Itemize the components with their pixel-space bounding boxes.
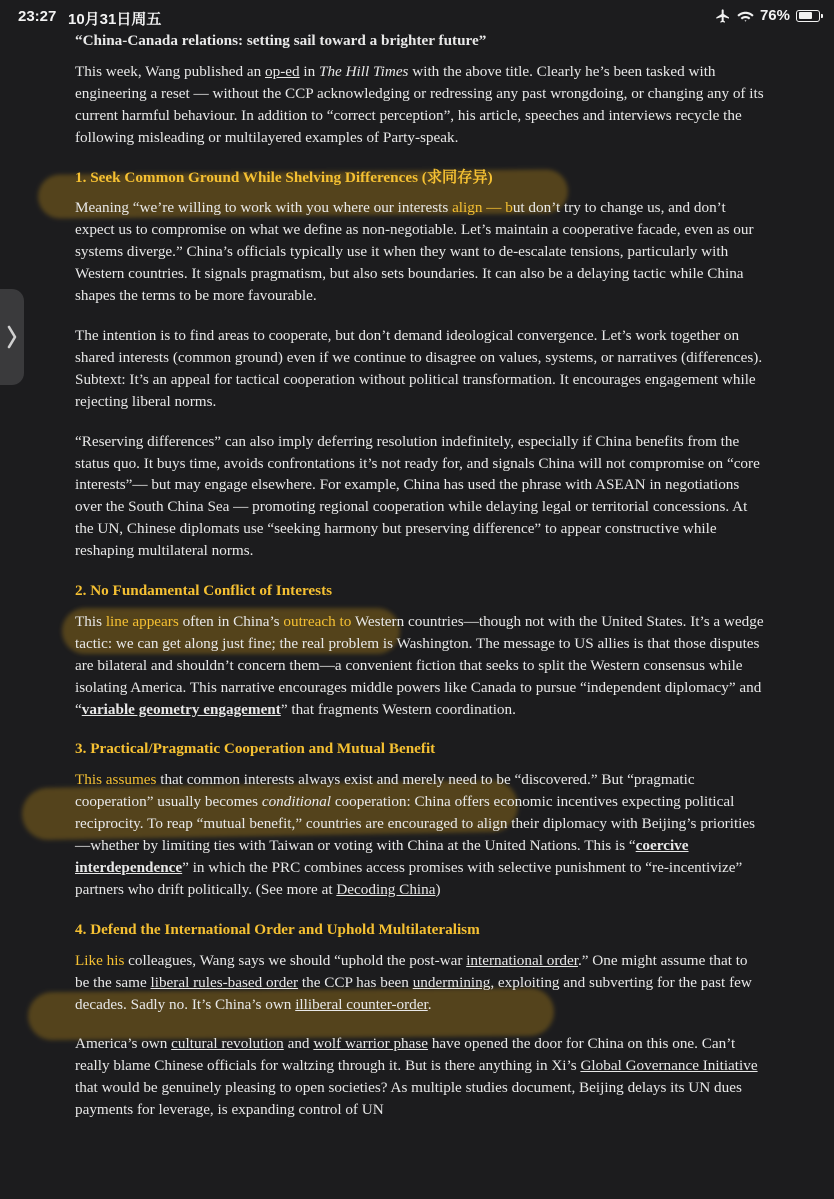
s5-text-a: America’s own [75,1035,172,1053]
status-icons [715,7,820,24]
s2-text-c: Western countries—though not with the United States. It’s a wedge tactic: we can get along just fine; the real problem is Washington. The message to US allies is that those disputes are bilateral and shouldn’t concern them—a convenient fiction that seeks to split the Western consensus while isolating America. This narrative encourages middle powers like Canada to pursue “independent diplomacy” and “ [75,612,764,718]
section-2-heading: 2. No Fundamental Conflict of Interests [75,582,333,600]
section-3-heading: 3. Practical/Pragmatic Cooperation and Mutual Benefit [75,740,436,758]
section-2-paragraph [75,611,765,721]
section-3-paragraph [75,769,765,900]
undermining-link[interactable]: undermining [412,973,491,991]
section-1-paragraph-1 [75,197,765,307]
intro-text-1: This week, Wang published an [75,62,265,80]
s2-highlight-2: outreach to [283,612,352,630]
cultural-revolution-link[interactable]: cultural revolution [171,1035,284,1053]
sidebar-toggle[interactable] [0,289,24,385]
status-date: 10月31日周五 [68,11,162,28]
op-ed-link[interactable]: op-ed [265,62,300,80]
s3-text-d: ) [435,880,441,898]
s4-text-a: colleagues, Wang says we should “uphold the post-war [124,951,467,969]
s2-text-b: often in China’s [178,612,284,630]
international-order-link[interactable]: international order [466,951,578,969]
s2-text-a: This [75,612,106,630]
liberal-rules-based-order-link[interactable]: liberal rules-based order [150,973,299,991]
s4-highlight: Like his [75,951,125,969]
s5-text-b: and [283,1035,314,1053]
battery-fill [799,12,813,19]
s3-text-c: ” in which the PRC combines access promises with selective punishment to “re-incentivize” partners who drift politically. (See more at [75,859,743,898]
s5-text-c: have opened the door for China on this one. Can’t really blame Chinese officials for waltzing through it. But is there anything in Xi’s [75,1035,736,1075]
coercive-interdependence-link[interactable]: coercive interdependence [75,837,689,876]
decoding-china-link[interactable]: Decoding China [336,880,436,898]
s1-text-b: ut don’t try to change us, and don’t expect us to compromise on what we define as non-negotiable. Let’s maintain a cooperative facade, even as our systems diverge.” China’s officials typically use it when they want to de-escalate tensions, particularly with Western countries. It signals pragmatism, but also sets boundaries. It can also be a delaying tactic while China shapes the terms to be more favourable. [75,199,754,305]
publication-name: The Hill Times [319,62,409,80]
s1-highlighted-text: align — b [452,199,513,217]
battery-icon [796,10,820,22]
intro-text-2: in [299,62,320,80]
variable-geometry-link[interactable]: variable geometry engagement [81,700,281,718]
section-1-paragraph-2: The intention is to find areas to cooperate, but don’t demand ideological convergence. Let’s work together on shared interests (common ground) even if we continue to disagree on values, systems, or narratives (differences). Subtext: It’s an appeal for tactical cooperation without political transformation. It encourages engagement while rejecting liberal norms. [75,326,763,410]
s3-text-b: cooperation: China offers economic incentives expecting political reciprocity. To reap “mutual benefit,” countries are encouraged to align their diplomacy with Beijing’s priorities—whether by limiting ties with Taiwan or voting with China at the United Nations. This is “ [75,793,756,855]
global-governance-initiative-link[interactable]: Global Governance Initiative [580,1057,758,1075]
s3-emphasis: conditional [261,793,332,811]
s3-highlight: This assumes [75,771,157,789]
s2-highlight-1: line appears [105,612,179,630]
article-body [75,30,765,1139]
s4-text-b: .” One might assume that to be the same [75,951,748,991]
intro-paragraph [75,61,765,149]
status-time: 23:27 [18,8,57,25]
wifi-icon [737,9,754,23]
battery-percent: 76% [759,7,790,24]
article-title: “China-Canada relations: setting sail toward a brighter future” [75,32,487,49]
section-5-paragraph [75,1033,765,1121]
s1-text-a: Meaning “we’re willing to work with you where our interests [75,199,453,217]
s2-text-d: ” that fragments Western coordination. [280,700,516,718]
section-1-paragraph-3: “Reserving differences” can also imply deferring resolution indefinitely, especially if China benefits from the status quo. It buys time, avoids confrontations it’s not ready for, and signals China will not compromise on “core interests”— but may engage elsewhere. For example, China has used the phrase with ASEAN in negotiations over the South China Sea — promoting regional cooperation while delaying legal or territorial concessions. At the UN, Chinese diplomats use “seeking harmony but preserving difference” to appear constructive while reshaping multilateral norms. [75,432,760,560]
intro-text-3: with the above title. Clearly he’s been tasked with engineering a reset — without the CCP acknowledging or redressing any past wrongdoing, or changing any of its current harmful behaviour. In addition to “correct perception”, his article, speeches and interviews recycle the following misleading or multilayered examples of Party-speak. [75,62,764,146]
s4-text-d: , exploiting and subverting for the past few decades. Sadly no. It’s China’s own [75,973,752,1013]
wolf-warrior-phase-link[interactable]: wolf warrior phase [313,1035,429,1053]
s4-text-c: the CCP has been [298,973,413,991]
status-bar [0,0,834,34]
section-4-heading: 4. Defend the International Order and Uphold Multilateralism [75,920,480,938]
s3-text-a: that common interests always exist and merely need to be “discovered.” But “pragmatic cooperation” usually becomes [75,771,695,811]
chevron-right-icon [6,324,18,350]
section-4-paragraph [75,950,765,1016]
section-1-heading: 1. Seek Common Ground While Shelving Differences (求同存异) [75,168,493,186]
s5-text-d: that would be genuinely pleasing to open societies? As multiple studies document, Beijing delays its UN dues payments for leverage, is expanding control of UN [75,1079,742,1119]
airplane-icon [715,8,731,24]
illiberal-counter-order-link[interactable]: illiberal counter-order [295,995,428,1013]
s4-text-e: . [427,995,432,1013]
